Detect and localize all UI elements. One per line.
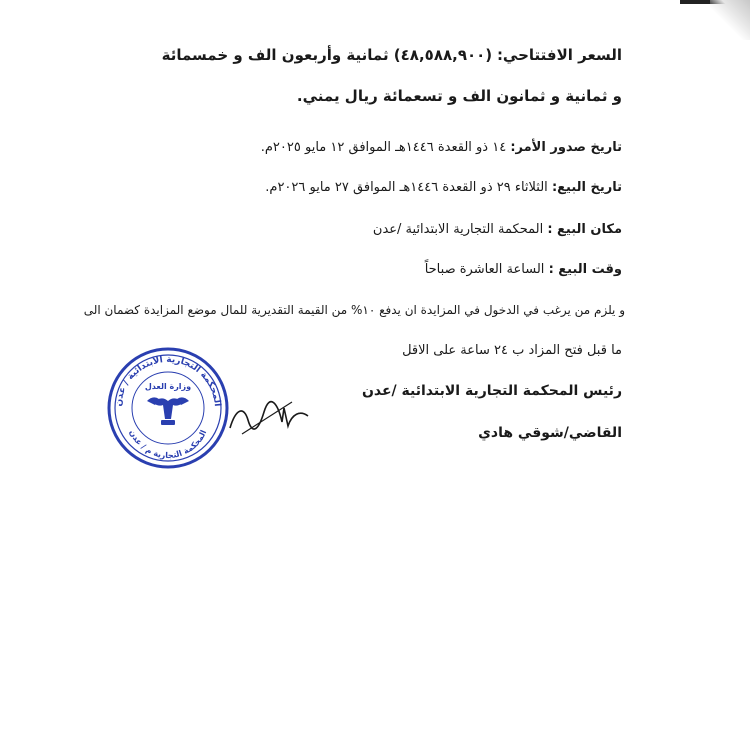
opening-price-line [162, 46, 622, 64]
sale-time-label: وقت البيع : [548, 262, 622, 277]
opening-price-continuation: و ثمانية و ثمانون الف و تسعمائة ريال يمني. [296, 87, 622, 105]
signer-title: رئيس المحكمة التجارية الابتدائية /عدن [361, 383, 622, 399]
eagle-emblem-icon [147, 397, 189, 425]
sale-date-line [265, 180, 622, 195]
sale-date-value: الثلاثاء ٢٩ ذو القعدة ١٤٤٦هـ الموافق ٢٧ مايو ٢٠٢٦م. [265, 180, 548, 195]
order-date-label: تاريخ صدور الأمر: [510, 140, 622, 155]
deposit-condition: و يلزم من يرغب في الدخول في المزايدة ان يدفع ١٠% من القيمة التقديرية للمال موضع المزايدة كضمان الى [83, 303, 625, 317]
sale-place-value: المحكمة التجارية الابتدائية /عدن [372, 222, 544, 237]
order-date-line [261, 140, 622, 155]
stamp-text-inner: وزارة العدل [144, 382, 192, 391]
sale-date-label: تاريخ البيع: [551, 180, 622, 195]
page-curl [710, 0, 750, 40]
sale-time-value: الساعة العاشرة صباحاً [424, 262, 545, 277]
order-date-value: ١٤ ذو القعدة ١٤٤٦هـ الموافق ١٢ مايو ٢٠٢٥م. [260, 140, 507, 155]
signer-name: القاضي/شوقي هادي [478, 425, 622, 441]
stamp-text-top: المحكمة التجارية الابتدائية / عدن [113, 354, 222, 407]
sale-place-label: مكان البيع : [547, 222, 622, 237]
sale-time-line [425, 262, 622, 277]
deposit-deadline: ما قبل فتح المزاد ب ٢٤ ساعة على الاقل [402, 343, 622, 358]
opening-price-label: السعر الافتتاحي: [496, 46, 622, 64]
signature [222, 398, 312, 438]
stamp-text-bottom: المحكمة التجارية م / عدن [127, 428, 209, 461]
opening-price-value: (٤٨,٥٨٨,٩٠٠) ثمانية وأربعون الف و خمسمائة [161, 46, 493, 64]
sale-place-line [373, 222, 622, 237]
court-stamp [103, 345, 233, 470]
